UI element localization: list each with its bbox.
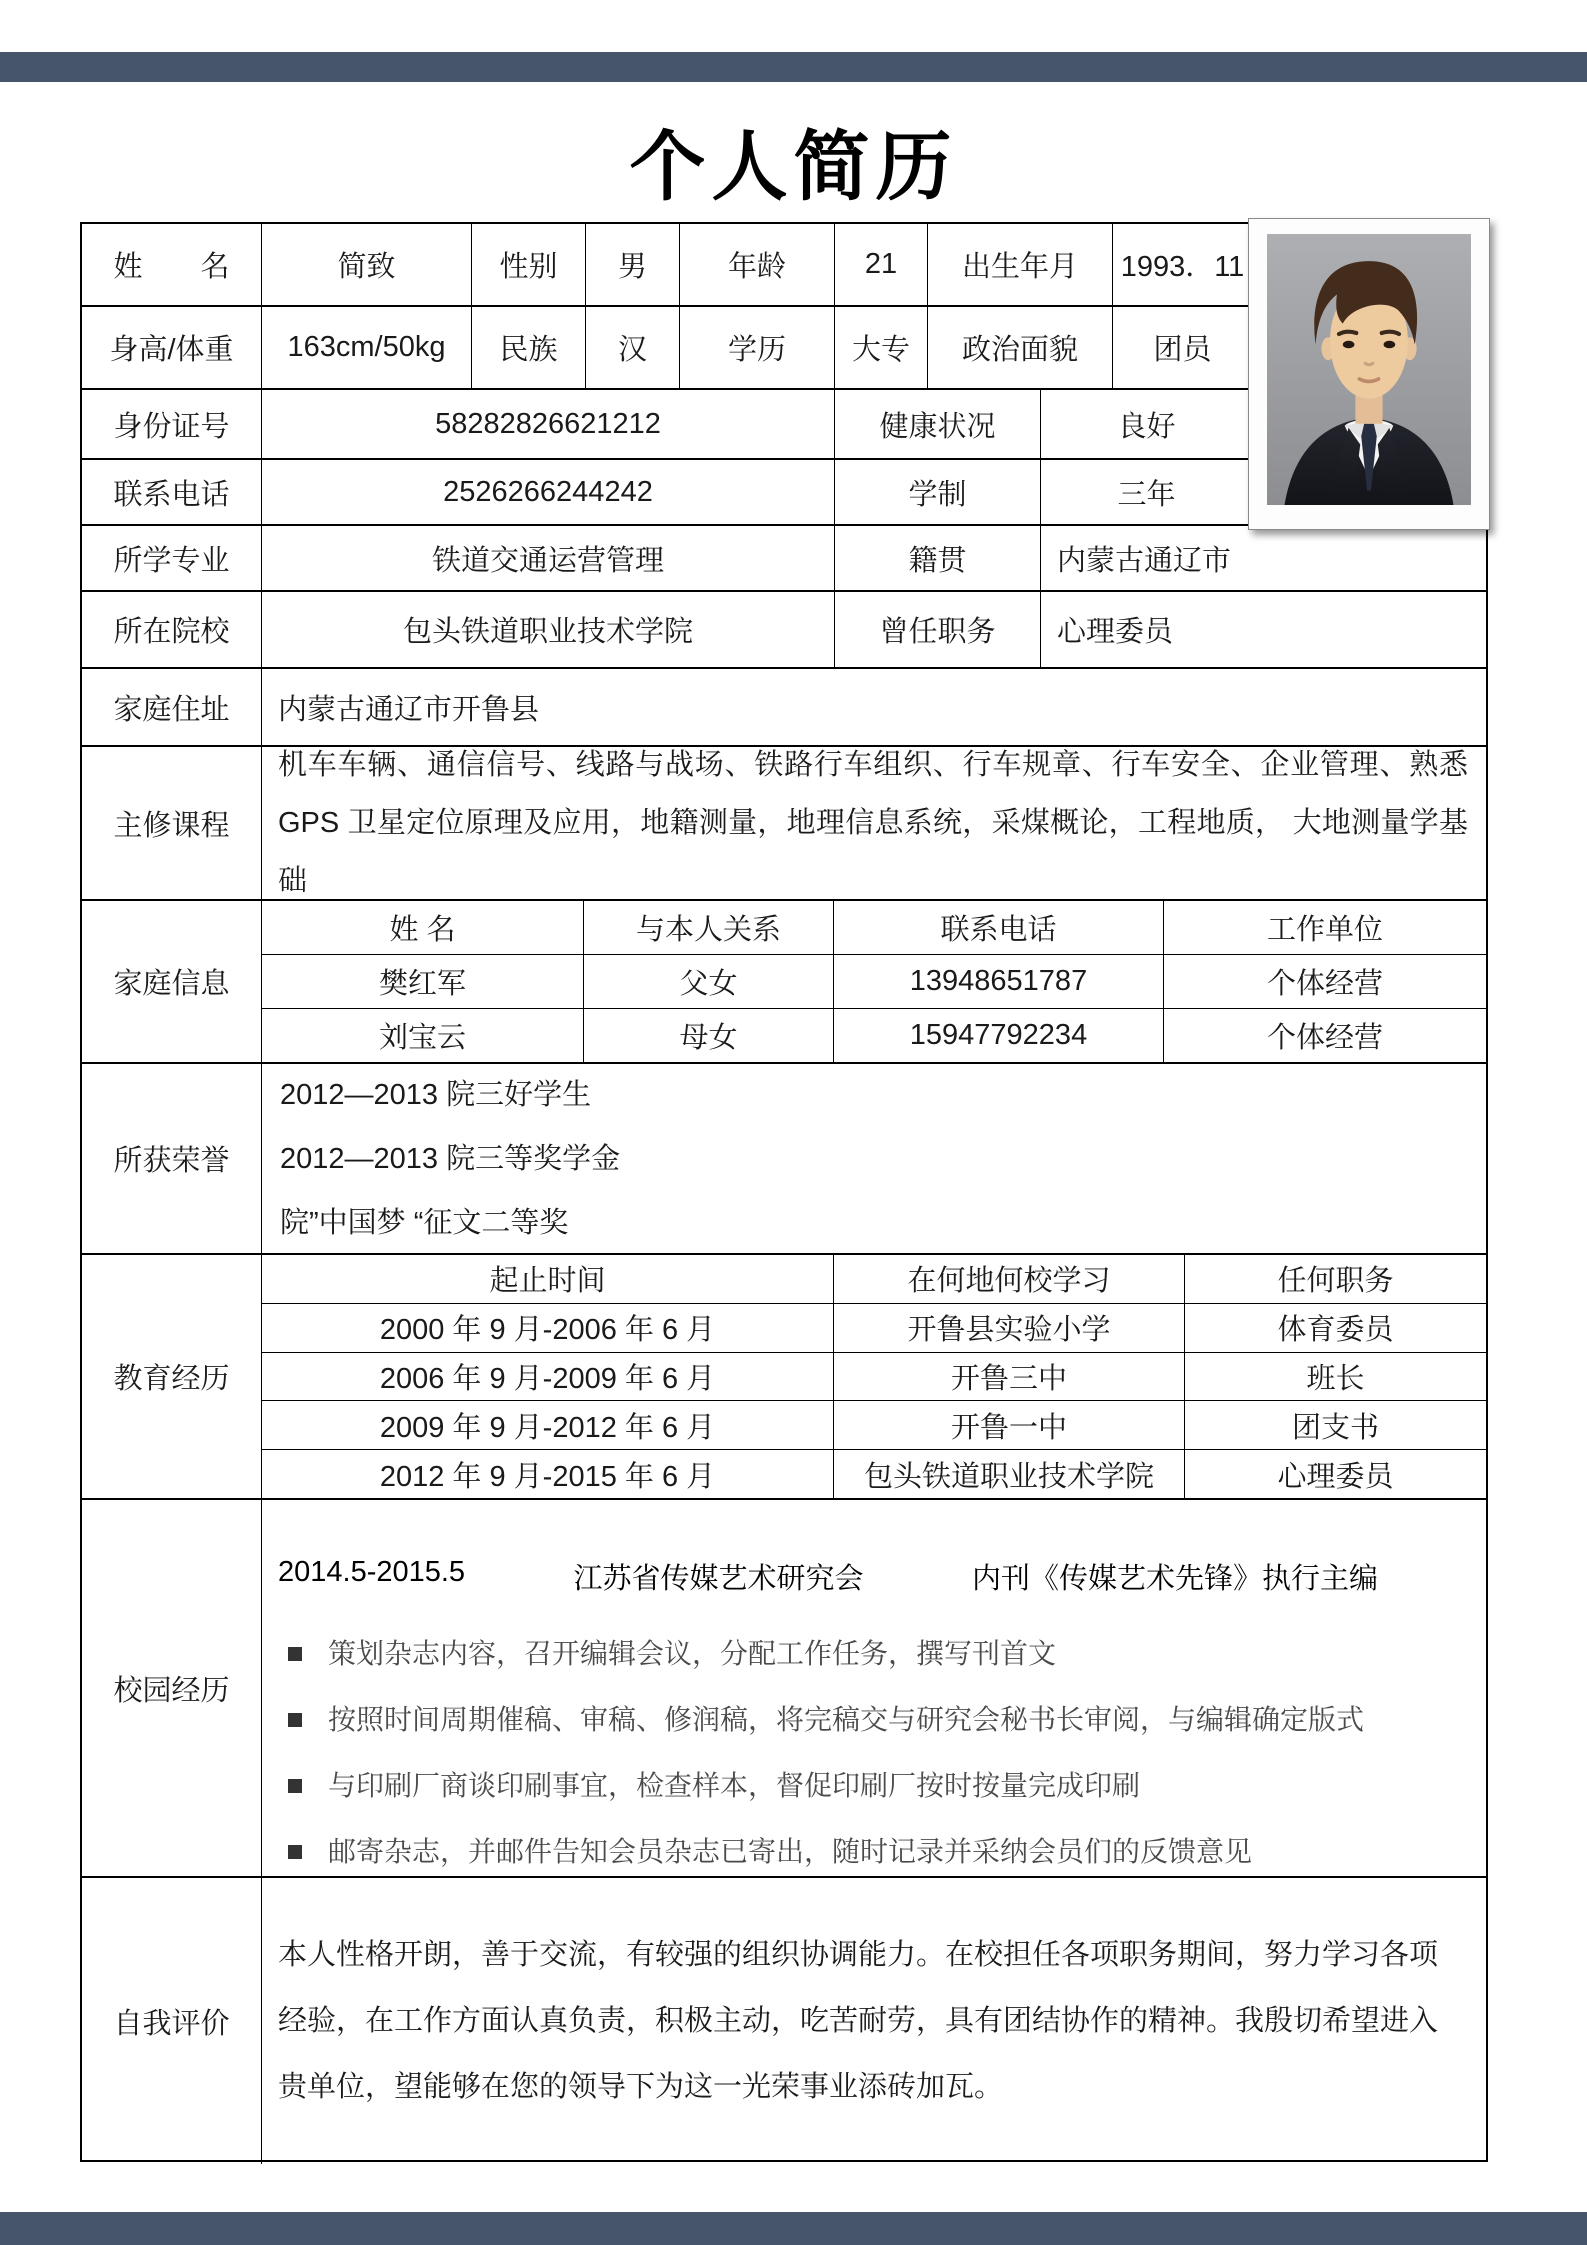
birth-value: 1993．11	[1112, 224, 1252, 305]
campus-bullet-text: 与印刷厂商谈印刷事宜，检查样本，督促印刷厂按时按量完成印刷	[328, 1770, 1141, 1801]
education-period: 2000 年 9 月-2006 年 6 月	[379, 1314, 716, 1347]
degree-label: 学历	[679, 307, 834, 388]
education-position: 体育委员	[1184, 1304, 1486, 1352]
family-member-employer: 个体经营	[1163, 955, 1486, 1008]
family-header-phone: 联系电话	[833, 901, 1163, 954]
education-position: 团支书	[1184, 1401, 1486, 1449]
family-row	[262, 955, 1486, 1009]
phone-label: 联系电话	[113, 478, 230, 511]
table-row-courses	[82, 747, 1486, 901]
hometown-value: 内蒙古通辽市	[1040, 526, 1490, 590]
courses-value-cell	[261, 747, 1486, 899]
education-header-school: 在何地何校学习	[833, 1255, 1184, 1303]
courses-label: 主修课程	[113, 809, 230, 842]
education-school: 开鲁县实验小学	[833, 1304, 1184, 1352]
education-row	[262, 1450, 1486, 1498]
id-label: 身份证号	[113, 410, 230, 443]
education-position: 班长	[1184, 1353, 1486, 1401]
family-member-relation: 母女	[583, 1009, 833, 1062]
id-value: 58282826621212	[261, 390, 834, 458]
campus-bullet-text: 策划杂志内容，召开编辑会议，分配工作任务，撰写刊首文	[328, 1638, 1057, 1669]
education-school: 开鲁一中	[833, 1401, 1184, 1449]
education-header-position: 任何职务	[1184, 1255, 1486, 1303]
family-member-relation: 父女	[583, 955, 833, 1008]
top-accent-bar	[0, 52, 1587, 82]
college-label: 所在院校	[113, 616, 230, 648]
height-weight-value: 163cm/50kg	[261, 307, 471, 388]
education-position: 心理委员	[1184, 1450, 1486, 1498]
family-header-row	[262, 901, 1486, 955]
campus-bullet-item	[278, 1767, 1456, 1805]
portrait-photo	[1248, 218, 1490, 530]
honor-item: 院”中国梦 “征文二等奖	[280, 1206, 569, 1239]
schooling-label: 学制	[834, 460, 1040, 524]
age-label: 年龄	[679, 224, 834, 305]
family-member-name: 樊红军	[378, 968, 466, 1000]
height-weight-label: 身高/体重	[109, 334, 234, 366]
address-value: 内蒙古通辽市开鲁县	[261, 669, 1486, 745]
family-header-name: 姓 名	[389, 914, 456, 946]
portrait-photo-image	[1267, 234, 1471, 505]
bullet-square-icon	[288, 1713, 302, 1727]
portrait-illustration	[1267, 234, 1471, 505]
table-row-family	[82, 901, 1486, 1064]
political-value: 团员	[1112, 307, 1252, 388]
age-value: 21	[834, 224, 927, 305]
family-member-name: 刘宝云	[378, 1022, 466, 1054]
education-subtable	[261, 1255, 1486, 1498]
education-period: 2006 年 9 月-2009 年 6 月	[379, 1362, 716, 1395]
campus-bullet-text: 按照时间周期催稿、审稿、修润稿，将完稿交与研究会秘书长审阅，与编辑确定版式	[328, 1704, 1365, 1735]
education-period: 2012 年 9 月-2015 年 6 月	[379, 1460, 716, 1493]
education-row	[262, 1401, 1486, 1450]
page-title: 个人简历	[629, 125, 958, 210]
table-row-honors	[82, 1064, 1486, 1255]
bullet-square-icon	[288, 1779, 302, 1793]
self-eval-label: 自我评价	[113, 2007, 230, 2040]
table-row-self-eval	[82, 1878, 1486, 2164]
honor-item: 2012—2013 院三好学生	[280, 1078, 592, 1111]
bullet-square-icon	[288, 1647, 302, 1661]
bottom-accent-bar	[0, 2212, 1587, 2245]
college-value: 包头铁道职业技术学院	[261, 592, 834, 667]
campus-bullet-item	[278, 1701, 1456, 1739]
education-row	[262, 1304, 1486, 1353]
ethnicity-value: 汉	[585, 307, 679, 388]
phone-value: 2526266244242	[261, 460, 834, 524]
education-header-row	[262, 1255, 1486, 1304]
honors-list	[261, 1064, 1486, 1253]
family-header-relation: 与本人关系	[583, 901, 833, 954]
education-school: 包头铁道职业技术学院	[833, 1450, 1184, 1498]
table-row-address	[82, 669, 1486, 747]
schooling-value: 三年	[1040, 460, 1252, 524]
campus-bullet-item	[278, 1833, 1456, 1871]
family-label: 家庭信息	[113, 968, 230, 1000]
campus-heading	[278, 1556, 1456, 1597]
campus-label: 校园经历	[113, 1674, 230, 1707]
family-member-employer: 个体经营	[1163, 1009, 1486, 1062]
table-row-major	[82, 526, 1486, 592]
position-label: 曾任职务	[834, 592, 1040, 667]
campus-bullet-item	[278, 1635, 1456, 1673]
family-subtable	[261, 901, 1486, 1062]
health-value: 良好	[1040, 390, 1252, 458]
education-label: 教育经历	[113, 1363, 230, 1395]
education-period: 2009 年 9 月-2012 年 6 月	[379, 1411, 716, 1444]
bullet-square-icon	[288, 1845, 302, 1859]
campus-org: 江苏省传媒艺术研究会	[573, 1563, 864, 1595]
family-member-phone: 15947792234	[833, 1009, 1163, 1062]
campus-role: 内刊《传媒艺术先锋》执行主编	[971, 1563, 1378, 1595]
honors-label: 所获荣誉	[113, 1145, 230, 1177]
ethnicity-label: 民族	[471, 307, 585, 388]
birth-label: 出生年月	[927, 224, 1112, 305]
address-label: 家庭住址	[113, 693, 230, 726]
degree-value: 大专	[834, 307, 927, 388]
education-row	[262, 1353, 1486, 1402]
health-label: 健康状况	[834, 390, 1040, 458]
campus-content	[261, 1500, 1486, 1876]
self-eval-cell	[261, 1878, 1486, 2164]
table-row-campus	[82, 1500, 1486, 1878]
table-row-education	[82, 1255, 1486, 1500]
campus-period: 2014.5-2015.5	[278, 1556, 466, 1588]
education-header-period: 起止时间	[489, 1265, 606, 1298]
hometown-label: 籍贯	[834, 526, 1040, 590]
gender-label: 性别	[471, 224, 585, 305]
name-value: 简致	[261, 224, 471, 305]
education-school: 开鲁三中	[833, 1353, 1184, 1401]
honor-item: 2012—2013 院三等奖学金	[280, 1142, 621, 1175]
major-label: 所学专业	[113, 544, 230, 577]
political-label: 政治面貌	[927, 307, 1112, 388]
name-label: 姓 名	[113, 251, 230, 283]
campus-bullet-text: 邮寄杂志，并邮件告知会员杂志已寄出，随时记录并采纳会员们的反馈意见	[328, 1836, 1253, 1867]
family-row	[262, 1009, 1486, 1062]
gender-value: 男	[585, 224, 679, 305]
table-row-college	[82, 592, 1486, 669]
major-value: 铁道交通运营管理	[261, 526, 834, 590]
family-member-phone: 13948651787	[833, 955, 1163, 1008]
self-eval-text: 本人性格开朗，善于交流，有较强的组织协调能力。在校担任各项职务期间，努力学习各项经验，在工作方面认真负责，积极主动，吃苦耐劳，具有团结协作的精神。我殷切希望进入贵单位，望能够在您的领导下为这一光荣事业添砖加瓦。	[278, 1939, 1439, 2103]
courses-value: 机车车辆、通信信号、线路与战场、铁路行车组织、行车规章、行车安全、企业管理、熟悉 GPS 卫星定位原理及应用，地籍测量，地理信息系统，采煤概论，工程地质， 大地测量学基础	[278, 749, 1468, 897]
family-header-employer: 工作单位	[1163, 901, 1486, 954]
position-value: 心理委员	[1040, 592, 1490, 667]
